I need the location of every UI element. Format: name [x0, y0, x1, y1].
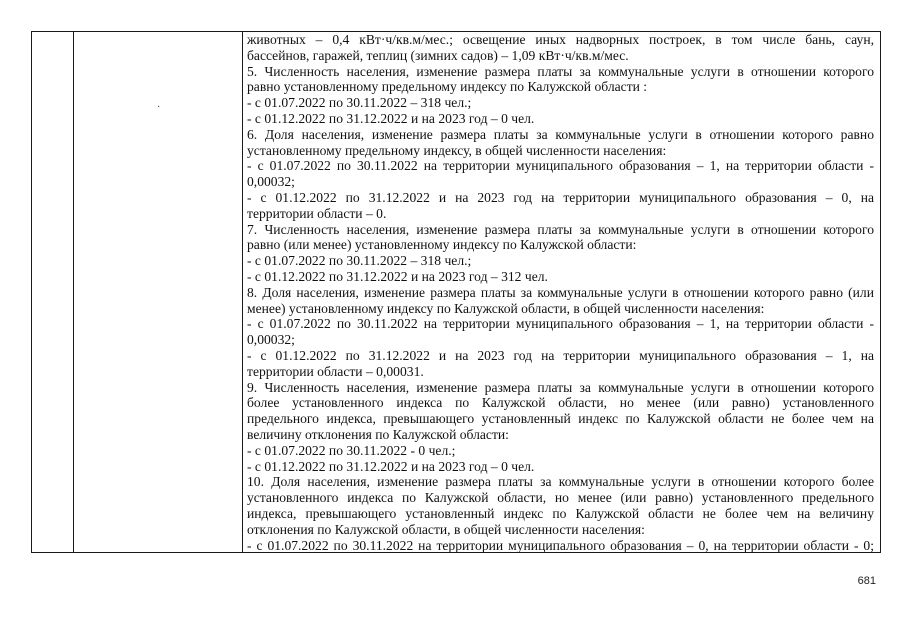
text-line: - с 01.07.2022 по 30.11.2022 – 318 чел.; [247, 95, 472, 111]
text-line: 5. Численность населения, изменение размера платы за коммунальные услуги в отношении которого [247, 63, 874, 79]
text-line: 9. Численность населения, изменение размера платы за коммунальные услуги в отношении которого [247, 379, 874, 395]
text-line: - с 01.12.2022 по 31.12.2022 и на 2023 год на территории муниципального образования – 0, на [247, 189, 874, 205]
text-line: индекса, превышающего установленный индекс по Калужской области не более чем на величину [247, 505, 874, 521]
margin-mark: · [157, 102, 161, 113]
text-line: - с 01.12.2022 по 31.12.2022 и на 2023 год – 312 чел. [247, 268, 548, 284]
column-divider-1 [73, 32, 74, 552]
text-line: установленного индекса по Калужской области, но менее (или равно) установленного предельного [247, 490, 874, 506]
text-line: 0,00032; [247, 332, 295, 348]
text-line: - с 01.07.2022 по 30.11.2022 на территории муниципального образования – 0, на территории области - 0; [247, 537, 874, 552]
text-line: 7. Численность населения, изменение размера платы за коммунальные услуги в отношении которого [247, 221, 874, 237]
text-cell [247, 32, 874, 552]
text-line: - с 01.07.2022 по 30.11.2022 на территории муниципального образования – 1, на территории области - [247, 158, 874, 174]
text-line: 6. Доля населения, изменение размера платы за коммунальные услуги в отношении которого равно [247, 126, 874, 142]
text-line: - с 01.07.2022 по 30.11.2022 - 0 чел.; [247, 442, 456, 458]
text-line: 8. Доля населения, изменение размера платы за коммунальные услуги в отношении которого равно (или [247, 284, 874, 300]
text-line: - с 01.07.2022 по 30.11.2022 на территории муниципального образования – 1, на территории области - [247, 316, 874, 332]
text-line: - с 01.12.2022 по 31.12.2022 и на 2023 год – 0 чел. [247, 458, 535, 474]
text-line: - с 01.07.2022 по 30.11.2022 – 318 чел.; [247, 253, 472, 269]
page-number: 681 [857, 575, 876, 587]
text-line: - с 01.12.2022 по 31.12.2022 и на 2023 год на территории муниципального образования – 1, на [247, 347, 874, 363]
text-line: 10. Доля населения, изменение размера платы за коммунальные услуги в отношении которого более [247, 474, 874, 490]
text-line: равно установленному предельному индексу по Калужской области : [247, 79, 648, 95]
text-line: отклонения по Калужской области, в общей численности населения: [247, 521, 645, 537]
text-line: установленному предельному индексу, в общей численности населения: [247, 142, 667, 158]
text-line: - с 01.12.2022 по 31.12.2022 и на 2023 год – 0 чел. [247, 110, 535, 126]
document-table [31, 31, 881, 553]
text-line: менее) установленному индексу по Калужской области, в общей численности населения: [247, 300, 765, 316]
text-line: предельного индекса, превышающего установленный индекс по Калужской области не более чем на [247, 411, 874, 427]
text-line: равно (или менее) установленному индексу по Калужской области: [247, 237, 637, 253]
text-line: величину отклонения по Калужской области: [247, 426, 509, 442]
text-line: 0,00032; [247, 174, 295, 190]
text-line: территории области – 0. [247, 205, 387, 221]
text-line: более установленного индекса по Калужской области, но менее (или равно) установленного [247, 395, 874, 411]
column-divider-2 [242, 32, 243, 552]
text-line: бассейнов, гаражей, теплиц (зимних садов) – 1,09 кВт·ч/кв.м/мес. [247, 47, 629, 63]
text-line: территории области – 0,00031. [247, 363, 424, 379]
text-line: животных – 0,4 кВт·ч/кв.м/мес.; освещение иных надворных построек, в том числе бань, саун, [247, 32, 874, 47]
